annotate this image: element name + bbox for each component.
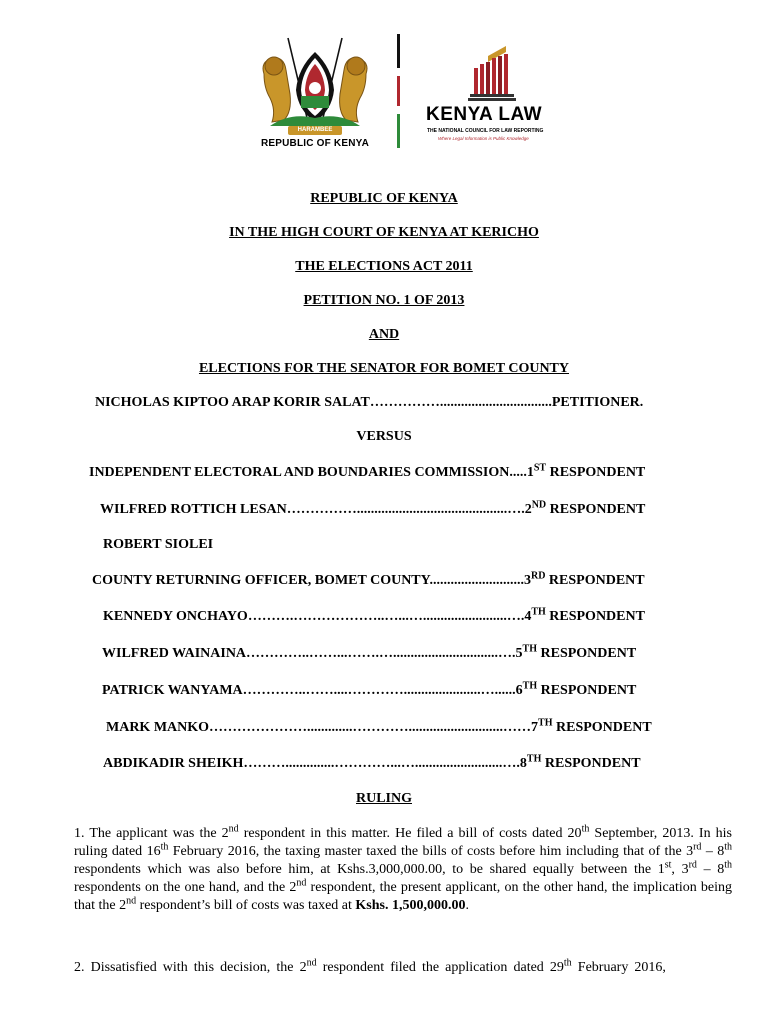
versus-label: VERSUS [356,429,412,444]
heading-election: ELECTIONS FOR THE SENATOR FOR BOMET COUNTY [198,361,570,376]
petitioner-line: NICHOLAS KIPTOO ARAP KORIR SALAT……………................................PETITIONER. [95,395,644,410]
respondent-line: INDEPENDENT ELECTORAL AND BOUNDARIES COMMISSION.....1ST RESPONDENT [89,462,646,480]
heading-court: IN THE HIGH COURT OF KENYA AT KERICHO [229,225,539,240]
kenya-law-subtitle: THE NATIONAL COUNCIL FOR LAW REPORTING [427,128,544,134]
ruling-heading: RULING [355,791,412,806]
respondent-line: ABDIKADIR SHEIKH………..............…………...….........................….8TH RESPONDENT [103,753,641,771]
ruling-paragraph-1: 1. The applicant was the 2nd respondent in this matter. He filed a bill of costs dated 20th September, 2013. In his ruling dated 16th February 2016, the taxing master taxed the bills of costs before him including that of the 3rd – 8th respondents which was also before him, at Kshs.3,000,000.00, to be shared equally between the 1st, 3rd – 8th respondents on the one hand, and the 2nd respondent, the present applicant, on the other hand, the implication being that the 2nd respondent’s bill of costs was taxed at Kshs. 1,500,000.00. [74,823,733,913]
respondent-line: KENNEDY ONCHAYO……….………………..…...…........................….4TH RESPONDENT [103,606,645,624]
heading-petition-number: PETITION NO. 1 OF 2013 [303,293,465,308]
ruling-paragraph-2: 2. Dissatisfied with this decision, the 2nd respondent filed the application dated 29th February 2016, [74,957,666,975]
seal-motto: HARAMBEE [288,126,342,135]
coat-of-arms-logo [250,34,380,152]
kenya-law-title: KENYA LAW [426,104,543,125]
respondent-line: WILFRED ROTTICH LESAN……………...........................................….2ND RESPONDENT [100,499,646,517]
kenya-law-logo [426,46,556,156]
respondent-line: ROBERT SIOLEI [103,537,214,552]
kenya-law-pillars-icon [466,46,526,104]
heading-act: THE ELECTIONS ACT 2011 [295,259,473,274]
heading-and: AND [368,327,400,342]
respondent-line: MARK MANKO………………….............…………...........................……7TH RESPONDENT [106,717,652,735]
respondent-line: PATRICK WANYAMA…………..……....…………......................…......6TH RESPONDENT [102,680,637,698]
respondent-line: WILFRED WAINAINA…………..……...…….…..............................….5TH RESPONDENT [102,643,637,661]
kenya-law-tagline: Where Legal Information is Public Knowledge [438,136,529,141]
coat-of-arms-icon [250,34,380,134]
respondent-line: COUNTY RETURNING OFFICER, BOMET COUNTY...........................3RD RESPONDENT [92,570,645,588]
seal-caption: REPUBLIC OF KENYA [260,138,370,149]
heading-republic: REPUBLIC OF KENYA [310,191,458,206]
logo-divider [397,34,400,148]
